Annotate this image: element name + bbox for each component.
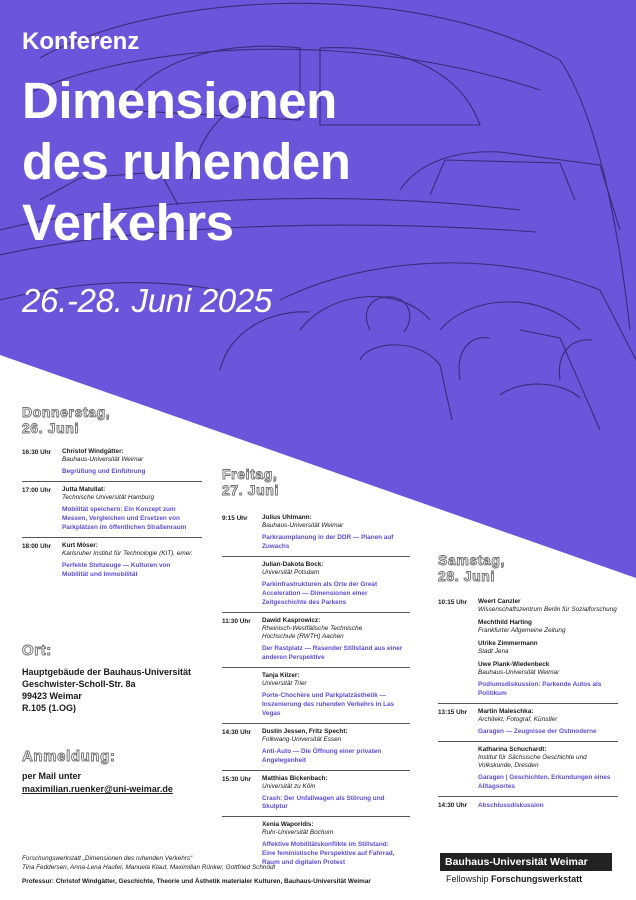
venue-line: Geschwister-Scholl-Str. 8a bbox=[22, 679, 136, 689]
footer-credits bbox=[22, 855, 371, 887]
speaker-name: Xenia Waporidis: bbox=[262, 821, 314, 828]
title-line: Dimensionen bbox=[22, 72, 337, 129]
venue-address bbox=[22, 666, 191, 714]
event-body bbox=[478, 598, 618, 698]
event-body bbox=[478, 708, 618, 736]
talk-title: Inszenierung des ruhenden Verkehrs in Las bbox=[262, 701, 395, 708]
logo-wordmark: Bauhaus-Universität Weimar bbox=[440, 853, 612, 871]
speaker-affiliation: Ruhr-Universität Bochum bbox=[262, 829, 334, 836]
talk-title: Angelegenheit bbox=[262, 757, 307, 764]
speaker-name: Mechthild Harting bbox=[478, 619, 532, 626]
schedule-event bbox=[222, 557, 410, 613]
speaker-name: Martin Maleschka: bbox=[478, 708, 534, 715]
talk-title: Garagen | Geschichten. Erkundungen eines bbox=[478, 774, 611, 781]
speaker-affiliation: Universität Potsdam bbox=[262, 569, 320, 576]
speaker-name: Weert Canzler bbox=[478, 598, 521, 605]
speaker-affiliation: Institut für Sächsische Geschichte und bbox=[478, 754, 587, 761]
university-logo bbox=[440, 853, 612, 884]
speaker-name: Jutta Matullat: bbox=[62, 486, 106, 493]
day-heading-thursday bbox=[22, 404, 110, 436]
event-time: 16:30 Uhr bbox=[22, 449, 52, 456]
event-body bbox=[262, 775, 410, 811]
schedule-event bbox=[222, 771, 410, 817]
speaker-name: Christof Windgätter: bbox=[62, 448, 124, 455]
registration-info bbox=[22, 770, 173, 796]
speaker-affiliation: Frankfurter Allgemeine Zeitung bbox=[478, 627, 566, 634]
speaker-name: Julius Uhlmann: bbox=[262, 514, 312, 521]
venue-heading: Ort: bbox=[22, 642, 52, 659]
talk-title: Abschlussdiskussion bbox=[478, 802, 544, 809]
schedule-column-friday bbox=[222, 510, 410, 872]
speaker-affiliation: Hochschule (RWTH) Aachen bbox=[262, 633, 344, 640]
talk-title: Podiumsdiskussion: Parkende Autos als bbox=[478, 681, 602, 688]
venue-line: 99423 Weimar bbox=[22, 691, 82, 701]
speaker-affiliation: Bauhaus-Universität Weimar bbox=[262, 522, 344, 529]
event-body bbox=[62, 448, 202, 476]
event-time: 13:15 Uhr bbox=[438, 709, 468, 716]
venue-line: R.105 (1.OG) bbox=[22, 703, 77, 713]
talk-title: Alltagsortes bbox=[478, 783, 515, 790]
talk-title: Begrüßung und Einführung bbox=[62, 468, 146, 475]
talk-title: Zuwachs bbox=[262, 543, 290, 550]
conference-kicker: Konferenz bbox=[22, 28, 140, 55]
speaker-affiliation: Universität zu Köln bbox=[262, 783, 316, 790]
speaker-affiliation: Rheinisch-Westfälische Technische bbox=[262, 625, 363, 632]
talk-title: Affektive Mobilitätskonflikte im Stillstand: bbox=[262, 841, 389, 848]
logo-sub-bold: Forschungswerkstatt bbox=[491, 874, 583, 884]
talk-title: Der Rastplatz — Rasender Stillstand aus einer bbox=[262, 645, 403, 652]
speaker-name: Matthias Bickenbach: bbox=[262, 775, 328, 782]
speaker-affiliation: Karlsruher Institut für Technologie (KIT), emer. bbox=[62, 550, 193, 557]
schedule-event bbox=[222, 668, 410, 724]
schedule-event bbox=[438, 797, 618, 815]
speaker-affiliation: Folkwang-Universität Essen bbox=[262, 736, 342, 743]
day-heading-line: 27. Juni bbox=[222, 482, 279, 498]
schedule-event bbox=[438, 704, 618, 742]
talk-title: Parkinfrastrukturen als Orte der Great bbox=[262, 581, 378, 588]
registration-text: per Mail unter bbox=[22, 771, 82, 781]
schedule-event bbox=[222, 613, 410, 668]
day-heading-line: Samstag, bbox=[438, 552, 506, 568]
talk-title: Politikum bbox=[478, 690, 507, 697]
event-body bbox=[62, 542, 202, 579]
speaker-affiliation: Universität Trier bbox=[262, 680, 307, 687]
event-time: 11:30 Uhr bbox=[222, 618, 251, 625]
venue-line: Hauptgebäude der Bauhaus-Universität bbox=[22, 667, 192, 677]
event-body bbox=[262, 672, 410, 718]
speaker-name: Tanja Kilzer: bbox=[262, 672, 300, 679]
event-time: 10:15 Uhr bbox=[438, 599, 468, 606]
day-heading-line: 26. Juni bbox=[22, 420, 79, 436]
talk-title: Garagen — Zeugnisse der Ostmoderne bbox=[478, 728, 597, 735]
day-heading-line: Freitag, bbox=[222, 466, 278, 482]
schedule-event bbox=[222, 510, 410, 557]
schedule-event bbox=[22, 482, 202, 538]
event-body bbox=[62, 486, 202, 532]
speaker-name: Dustin Jessen, Fritz Specht: bbox=[262, 728, 348, 735]
speaker-affiliation: Wissenschaftszentrum Berlin für Sozialforschung bbox=[478, 606, 617, 613]
speaker-affiliation: Architekt, Fotograf, Künstler bbox=[478, 716, 558, 723]
logo-subline bbox=[440, 871, 612, 884]
title-line: Verkehrs bbox=[22, 194, 234, 251]
schedule-event bbox=[222, 724, 410, 771]
conference-title bbox=[22, 70, 350, 253]
event-time bbox=[438, 746, 478, 791]
speaker-affiliation: Stadt Jena bbox=[478, 648, 509, 655]
talk-title: Anti-Auto — Die Öffnung einer privaten bbox=[262, 748, 382, 755]
talk-title: Raum und digitalen Protest bbox=[262, 859, 346, 866]
event-body bbox=[478, 746, 618, 791]
schedule-event bbox=[438, 594, 618, 704]
speaker-affiliation: Bauhaus-Universität Weimar bbox=[478, 669, 560, 676]
speaker-affiliation: Technische Universität Hamburg bbox=[62, 494, 155, 501]
title-line: des ruhenden bbox=[22, 133, 351, 190]
talk-title: Crash: Der Unfallwagen als Störung und Skulptur bbox=[262, 795, 385, 810]
event-body bbox=[478, 801, 618, 810]
conference-dates: 26.-28. Juni 2025 bbox=[22, 282, 272, 319]
event-body bbox=[262, 561, 410, 607]
footer-professorship: Professur: Christof Windgätter, Geschichte, Theorie und Ästhetik materialer Kulturen, Bauhaus-Universität Weimar bbox=[22, 878, 371, 885]
speaker-name: Uwe Plank-Wiedenbeck bbox=[478, 661, 550, 668]
speaker-name: Ulrike Zimmermann bbox=[478, 640, 538, 647]
speaker-name: Katharina Schuchardt: bbox=[478, 746, 547, 753]
talk-title: Acceleration — Dimensionen einer bbox=[262, 590, 368, 597]
talk-title: Zeitgeschichte des Parkens bbox=[262, 599, 347, 606]
talk-title: Perfekte Stehzeuge — Kulturen von bbox=[62, 562, 171, 569]
registration-email-link[interactable]: maximilian.ruenker@uni-weimar.de bbox=[22, 784, 173, 794]
event-time bbox=[222, 561, 262, 607]
talk-title: Mobilität und Immobilität bbox=[62, 571, 138, 578]
day-heading-friday bbox=[222, 466, 279, 498]
talk-title: Eine feministische Perspektive auf Fahrrad, bbox=[262, 850, 395, 857]
registration-heading: Anmeldung: bbox=[22, 748, 116, 765]
talk-title: Messen, Vergleichen und Ersetzen von bbox=[62, 515, 180, 522]
schedule-column-thursday bbox=[22, 444, 202, 584]
event-time: 14:30 Uhr bbox=[222, 729, 252, 736]
event-time: 9:15 Uhr bbox=[222, 515, 248, 522]
talk-title: Porte-Chochère und Parkplatzästhetik — bbox=[262, 692, 386, 699]
talk-title: Mobilität speichern: Ein Konzept zum bbox=[62, 506, 176, 513]
event-body bbox=[262, 617, 410, 662]
speaker-name: Dawid Kasprowicz: bbox=[262, 617, 321, 624]
speaker-affiliation: Bauhaus-Universität Weimar bbox=[62, 456, 144, 463]
event-time: 14:30 Uhr bbox=[438, 802, 468, 809]
day-heading-saturday bbox=[438, 552, 505, 584]
event-time: 15:30 Uhr bbox=[222, 776, 252, 783]
logo-sub-prefix: Fellowship bbox=[446, 874, 489, 884]
talk-title: Parkraumplanung in der DDR — Planen auf bbox=[262, 534, 394, 541]
event-body bbox=[262, 514, 410, 551]
event-body bbox=[262, 728, 410, 765]
talk-title: Parkplätzen im öffentlichen Straßenraum bbox=[62, 524, 187, 531]
schedule-event bbox=[438, 742, 618, 797]
event-time: 18:00 Uhr bbox=[22, 543, 52, 550]
event-time bbox=[222, 672, 262, 718]
schedule-column-saturday bbox=[438, 594, 618, 815]
footer-members: Tina Feddersen, Anna-Lena Haufer, Manuela Klaut, Maximilian Rünker, Gottfried Schnödl bbox=[22, 863, 275, 871]
schedule-event bbox=[22, 538, 202, 584]
speaker-affiliation: Volkskunde, Dresden bbox=[478, 762, 539, 769]
talk-title: Vegas bbox=[262, 710, 281, 717]
event-time: 17:00 Uhr bbox=[22, 487, 52, 494]
talk-title: anderen Perspektive bbox=[262, 654, 325, 661]
schedule-event bbox=[22, 444, 202, 482]
speaker-name: Kurt Möser: bbox=[62, 542, 98, 549]
speaker-name: Julian-Dakota Bock: bbox=[262, 561, 324, 568]
day-heading-line: Donnerstag, bbox=[22, 404, 111, 420]
footer-workshop: Forschungswerkstatt „Dimensionen des ruhenden Verkehrs“ bbox=[22, 855, 193, 862]
day-heading-line: 28. Juni bbox=[438, 568, 495, 584]
